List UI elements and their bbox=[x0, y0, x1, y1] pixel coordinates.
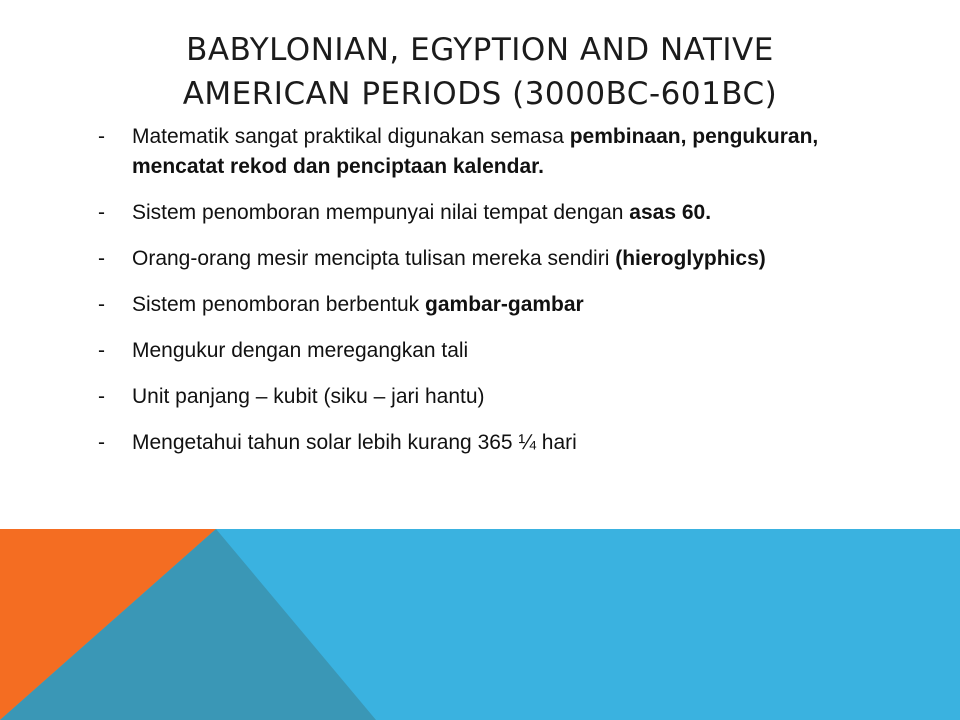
bullet-marker: - bbox=[98, 339, 105, 362]
bullet-marker: - bbox=[98, 431, 105, 454]
bullet-marker: - bbox=[98, 125, 105, 148]
bullet-text: Mengetahui tahun solar lebih kurang 365 ¼ hari bbox=[132, 431, 577, 454]
bullet-item bbox=[98, 382, 858, 412]
bullet-item bbox=[98, 428, 858, 458]
bullet-text: Unit panjang – kubit (siku – jari hantu) bbox=[132, 385, 485, 408]
bullet-bold-text: pembinaan, pengukuran, mencatat rekod dan penciptaan kalendar. bbox=[132, 125, 819, 178]
bullet-text: Orang-orang mesir mencipta tulisan mereka sendiri bbox=[132, 247, 616, 270]
title-line-1: BABYLONIAN, EGYPTION AND NATIVE bbox=[186, 32, 774, 68]
bullet-marker: - bbox=[98, 201, 105, 224]
bullet-item bbox=[98, 198, 858, 228]
bullet-bold-text: asas 60. bbox=[629, 201, 712, 224]
bullet-text: Sistem penomboran mempunyai nilai tempat dengan bbox=[132, 201, 630, 224]
title-line-2: AMERICAN PERIODS (3000BC-601BC) bbox=[182, 76, 778, 112]
bullet-text: Matematik sangat praktikal digunakan semasa bbox=[132, 125, 570, 148]
slide-title bbox=[60, 28, 900, 116]
bullet-bold-text: (hieroglyphics) bbox=[615, 247, 766, 270]
bullet-item bbox=[98, 122, 858, 182]
bullet-item bbox=[98, 336, 858, 366]
bullet-text: Sistem penomboran berbentuk bbox=[132, 293, 426, 316]
bullet-item bbox=[98, 290, 858, 320]
bullet-marker: - bbox=[98, 293, 105, 316]
bullet-list bbox=[98, 122, 858, 474]
decorative-footer bbox=[0, 529, 960, 720]
bullet-marker: - bbox=[98, 385, 105, 408]
bullet-bold-text: gambar-gambar bbox=[425, 293, 584, 316]
bullet-text: Mengukur dengan meregangkan tali bbox=[132, 339, 469, 362]
bullet-item bbox=[98, 244, 858, 274]
bullet-marker: - bbox=[98, 247, 105, 270]
